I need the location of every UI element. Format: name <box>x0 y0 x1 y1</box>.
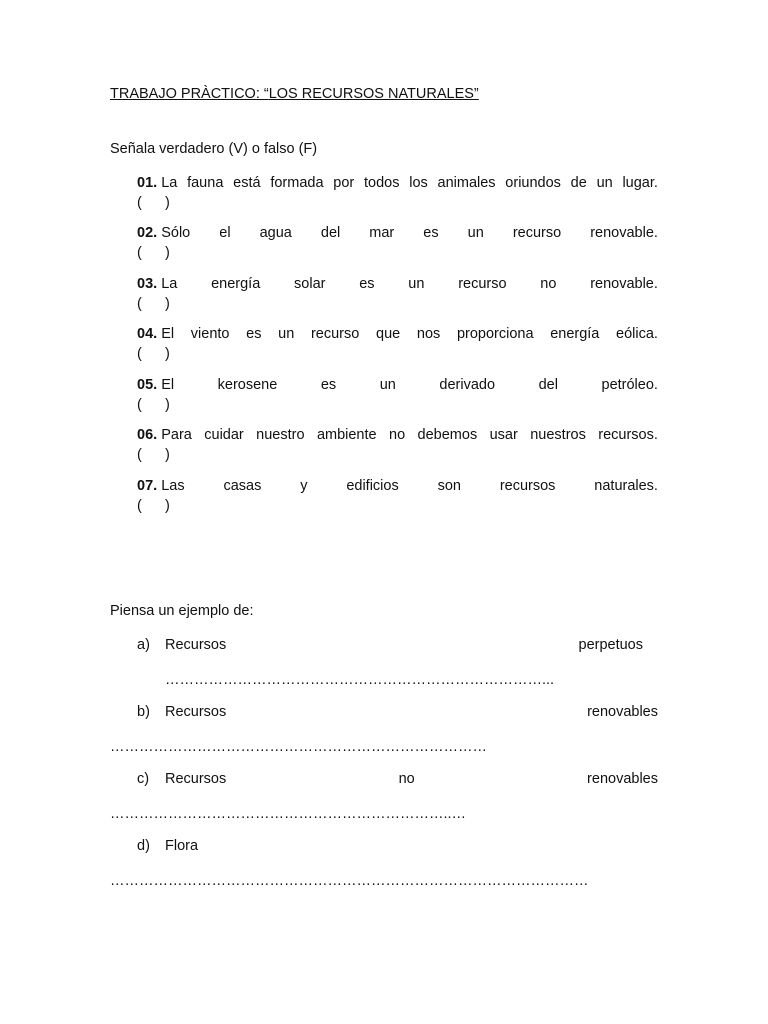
question-line <box>137 478 658 494</box>
question-word: mar <box>369 225 395 241</box>
question-word: agua <box>259 225 292 241</box>
question-word: La <box>161 276 178 292</box>
question-number: 03. <box>137 276 158 292</box>
question-word: no <box>540 276 557 292</box>
question-word: oriundos <box>505 175 561 191</box>
question-word: nos <box>416 326 441 342</box>
question-word-group <box>137 427 192 443</box>
question-word-group <box>571 175 587 191</box>
question-word: recurso <box>458 276 507 292</box>
question-word-group <box>439 377 495 393</box>
option-word-group <box>587 704 658 720</box>
question-word: un <box>596 175 613 191</box>
answer-paren-open: ( <box>137 397 142 413</box>
question-word-group <box>418 427 478 443</box>
question-word: los <box>409 175 428 191</box>
question-item <box>137 225 658 266</box>
option-word: perpetuos <box>578 637 643 653</box>
question-word: del <box>538 377 558 393</box>
question-word-group <box>594 478 658 494</box>
option-letter: d) <box>137 838 150 854</box>
question-word-group <box>359 276 374 292</box>
question-word: renovable. <box>590 225 658 241</box>
question-item <box>137 175 658 216</box>
question-word-group <box>137 276 177 292</box>
option-word-group <box>579 637 644 653</box>
question-word-group <box>311 326 359 342</box>
question-word: y <box>300 478 308 494</box>
question-word-group <box>408 276 424 292</box>
question-word-group <box>187 175 223 191</box>
question-word-group <box>423 225 438 241</box>
question-word-group <box>468 225 484 241</box>
question-word-group <box>137 175 177 191</box>
question-item <box>137 478 658 519</box>
worksheet-title <box>110 86 479 102</box>
question-word-group <box>598 427 658 443</box>
question-word-group <box>417 326 440 342</box>
option-word-group <box>137 838 198 854</box>
answer-dotted-line[interactable]: …………………………………………………………………… <box>110 739 487 755</box>
option-word: Recursos <box>165 704 227 720</box>
answer-box[interactable] <box>137 241 658 266</box>
question-word: La <box>161 175 178 191</box>
question-number: 04. <box>137 326 158 342</box>
question-word: debemos <box>417 427 478 443</box>
question-word-group <box>219 225 230 241</box>
question-word: formada <box>270 175 324 191</box>
question-word-group <box>223 478 261 494</box>
question-word-group <box>457 326 534 342</box>
question-word: cuidar <box>204 427 244 443</box>
question-word-group <box>137 326 174 342</box>
answer-box[interactable] <box>137 342 658 367</box>
question-word: edificios <box>346 478 399 494</box>
question-number: 07. <box>137 478 158 494</box>
question-number: 01. <box>137 175 158 191</box>
question-word: un <box>408 276 425 292</box>
answer-paren-open: ( <box>137 296 142 312</box>
option-word: Recursos <box>165 637 227 653</box>
question-word: El <box>161 326 175 342</box>
answer-paren-close: ) <box>165 397 170 413</box>
example-option <box>137 704 658 720</box>
answer-paren-close: ) <box>165 447 170 463</box>
question-item <box>137 427 658 468</box>
question-word: que <box>376 326 401 342</box>
option-word: renovables <box>587 704 658 720</box>
title-main: LOS RECURSOS NATURALES” <box>268 86 479 102</box>
question-word-group <box>333 175 354 191</box>
answer-box[interactable] <box>137 292 658 317</box>
answer-paren-close: ) <box>165 195 170 211</box>
question-word: de <box>570 175 587 191</box>
answer-paren-close: ) <box>165 245 170 261</box>
question-word: por <box>333 175 355 191</box>
question-line <box>137 225 658 241</box>
question-word-group <box>321 377 336 393</box>
question-item <box>137 377 658 418</box>
answer-box[interactable] <box>137 443 658 468</box>
question-word-group <box>218 377 278 393</box>
question-word: recursos <box>499 478 556 494</box>
answer-paren-close: ) <box>165 296 170 312</box>
question-word: está <box>233 175 261 191</box>
question-word-group <box>260 225 292 241</box>
question-line <box>137 427 658 443</box>
question-word-group <box>539 377 558 393</box>
question-word: eólica. <box>616 326 658 342</box>
question-word-group <box>622 175 657 191</box>
question-line <box>137 175 658 191</box>
example-option <box>137 838 658 854</box>
question-number: 06. <box>137 427 158 443</box>
question-word: casas <box>223 478 262 494</box>
question-word-group <box>458 276 506 292</box>
question-word: todos <box>363 175 400 191</box>
answer-paren-open: ( <box>137 195 142 211</box>
question-word: fauna <box>187 175 224 191</box>
question-word: naturales. <box>594 478 658 494</box>
question-word-group <box>490 427 518 443</box>
question-word-group <box>364 175 399 191</box>
question-word: no <box>389 427 406 443</box>
answer-paren-open: ( <box>137 346 142 362</box>
question-word: El <box>161 377 175 393</box>
option-word: no <box>398 771 415 787</box>
question-word-group <box>270 175 323 191</box>
question-word-group <box>380 377 396 393</box>
option-letter: c) <box>137 771 150 787</box>
option-word-group <box>587 771 658 787</box>
question-word: un <box>278 326 295 342</box>
question-word-group <box>376 326 400 342</box>
question-word: es <box>359 276 375 292</box>
example-option <box>137 637 643 653</box>
question-word-group <box>211 276 260 292</box>
question-word: es <box>423 225 439 241</box>
option-letter: b) <box>137 704 150 720</box>
question-number: 05. <box>137 377 158 393</box>
option-word-group <box>137 704 226 720</box>
answer-paren-open: ( <box>137 498 142 514</box>
answer-dotted-line[interactable]: ……………………………………………………………………………………… <box>110 873 589 889</box>
question-word: lugar. <box>622 175 658 191</box>
question-word: usar <box>489 427 518 443</box>
question-word: energía <box>550 326 600 342</box>
question-word: es <box>320 377 337 393</box>
option-letter: a) <box>137 637 150 653</box>
question-word: animales <box>437 175 496 191</box>
question-word-group <box>300 478 307 494</box>
question-word-group <box>137 478 185 494</box>
question-word-group <box>438 478 461 494</box>
question-word-group <box>602 377 658 393</box>
question-word-group <box>616 326 658 342</box>
question-word-group <box>389 427 405 443</box>
question-word: viento <box>190 326 230 342</box>
question-word: ambiente <box>316 427 377 443</box>
title-prefix: TRABAJO PRÀCTICO: “ <box>110 86 269 102</box>
question-word-group <box>597 175 613 191</box>
answer-box[interactable] <box>137 191 658 216</box>
example-option <box>137 771 658 787</box>
question-word: un <box>379 377 396 393</box>
question-word-group <box>246 326 261 342</box>
question-number: 02. <box>137 225 158 241</box>
instruction-text: Señala verdadero (V) o falso (F) <box>110 141 318 157</box>
question-word: recurso <box>310 326 360 342</box>
question-word: el <box>219 225 231 241</box>
question-word: Para <box>161 427 192 443</box>
question-word: son <box>437 478 461 494</box>
question-line <box>137 377 658 393</box>
question-word: recursos. <box>598 427 658 443</box>
question-word-group <box>191 326 230 342</box>
answer-paren-close: ) <box>165 346 170 362</box>
option-word: Recursos <box>165 771 227 787</box>
option-word-group <box>137 637 226 653</box>
question-word: recurso <box>512 225 562 241</box>
question-word-group <box>500 478 556 494</box>
question-word-group <box>438 175 496 191</box>
question-word-group <box>409 175 428 191</box>
question-word: nuestros <box>530 427 586 443</box>
answer-box[interactable] <box>137 393 658 418</box>
question-word: un <box>467 225 484 241</box>
option-word: renovables <box>587 771 658 787</box>
question-line <box>137 276 658 292</box>
option-word: Flora <box>165 838 199 854</box>
question-word-group <box>278 326 294 342</box>
question-word: es <box>246 326 262 342</box>
question-word-group <box>321 225 340 241</box>
question-word-group <box>346 478 398 494</box>
question-word: Las <box>161 478 185 494</box>
question-word: del <box>320 225 341 241</box>
question-word: energía <box>211 276 261 292</box>
question-word-group <box>294 276 325 292</box>
question-word-group <box>540 276 556 292</box>
question-word: derivado <box>439 377 496 393</box>
answer-paren-open: ( <box>137 245 142 261</box>
question-word-group <box>369 225 394 241</box>
question-word: petróleo. <box>601 377 658 393</box>
question-word-group <box>530 427 586 443</box>
question-word-group <box>137 225 190 241</box>
question-word-group <box>317 427 377 443</box>
question-line <box>137 326 658 342</box>
question-word-group <box>256 427 304 443</box>
answer-paren-open: ( <box>137 447 142 463</box>
question-word-group <box>233 175 260 191</box>
question-word-group <box>505 175 561 191</box>
answer-paren-close: ) <box>165 498 170 514</box>
question-word: kerosene <box>217 377 278 393</box>
question-word: renovable. <box>590 276 658 292</box>
question-word: solar <box>294 276 326 292</box>
answer-box[interactable] <box>137 494 658 519</box>
question-word-group <box>590 276 658 292</box>
question-word: nuestro <box>256 427 305 443</box>
question-word-group <box>137 377 174 393</box>
question-item <box>137 326 658 367</box>
option-word-group <box>399 771 415 787</box>
question-item <box>137 276 658 317</box>
question-word-group <box>204 427 244 443</box>
answer-dotted-line[interactable]: ……………………………………………………………………... <box>165 672 555 688</box>
question-word: Sólo <box>161 225 191 241</box>
question-word: proporciona <box>456 326 534 342</box>
answer-dotted-line[interactable]: ……………………………………………………………..… <box>110 806 467 822</box>
question-word-group <box>550 326 599 342</box>
question-word-group <box>590 225 658 241</box>
option-word-group <box>137 771 226 787</box>
examples-prompt: Piensa un ejemplo de: <box>110 603 254 619</box>
question-word-group <box>513 225 561 241</box>
